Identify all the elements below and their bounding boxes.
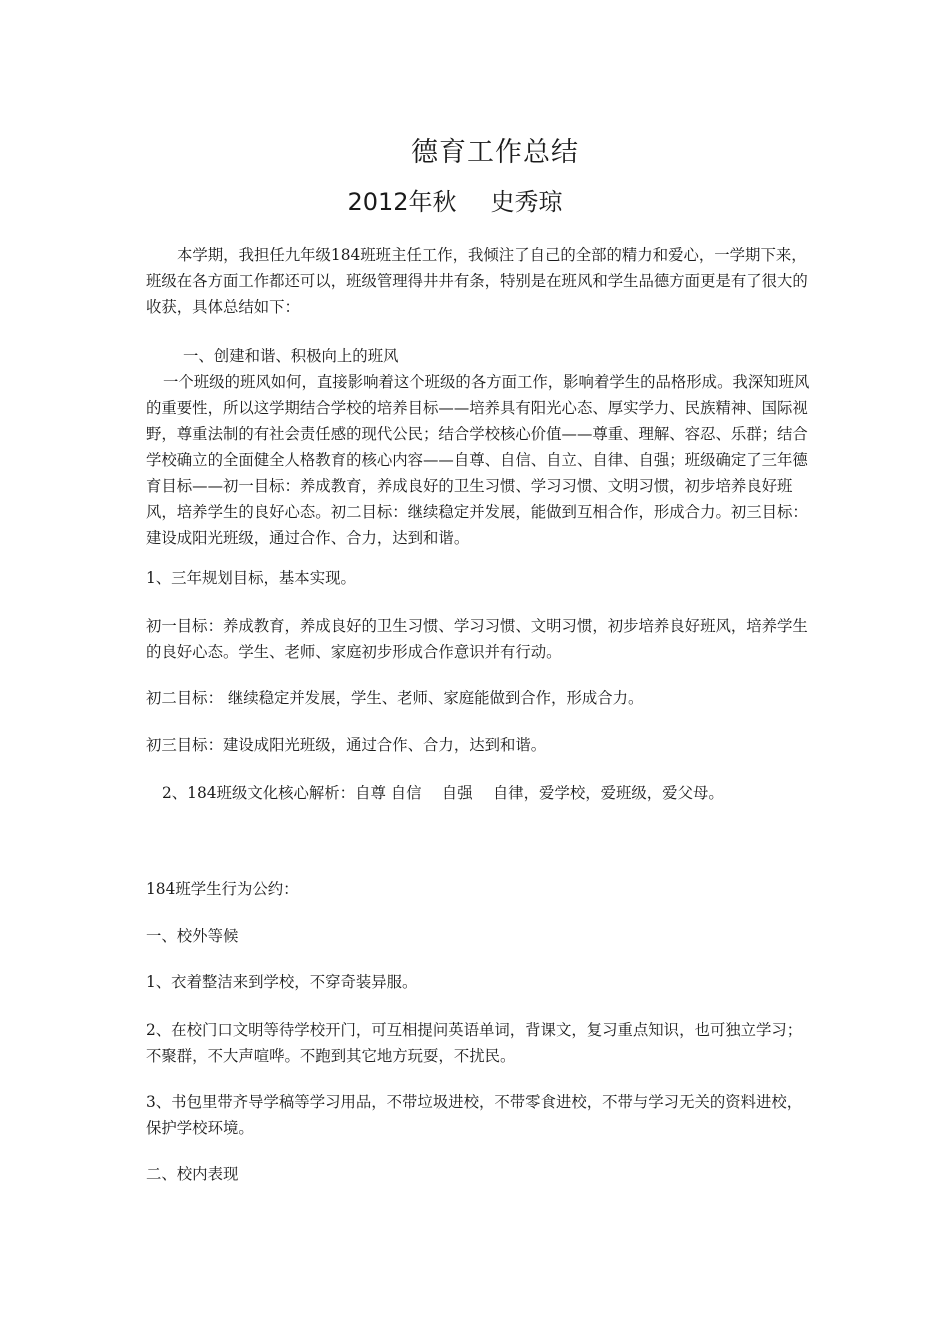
section-inside-school: 二、校内表现 xyxy=(146,1165,239,1183)
culture-core-item: 2、184班级文化核心解析：自尊 自信 自强 自律，爱学校，爱班级，爱父母。 xyxy=(162,784,724,802)
grade9-goal: 初三目标：建设成阳光班级，通过合作、合力，达到和谐。 xyxy=(146,736,547,754)
rule-2: 2、在校门口文明等待学校开门，可互相提问英语单词，背课文，复习重点知识，也可独立学习；不聚群，不大声喧哗。不跑到其它地方玩耍，不扰民。 xyxy=(146,1021,803,1065)
document-subtitle xyxy=(0,182,950,217)
intro-paragraph: 本学期，我担任九年级184班班主任工作，我倾注了自己的全部的精力和爱心，一学期下来，班级在各方面工作都还可以，班级管理得井井有条，特别是在班风和学生品德方面更是有了很大的收获，具体总结如下： xyxy=(146,246,808,316)
subtitle-season: 年秋 xyxy=(408,188,457,216)
grade8-goal: 初二目标： 继续稳定并发展，学生、老师、家庭能做到合作，形成合力。 xyxy=(146,689,644,707)
grade7-goal: 初一目标：养成教育，养成良好的卫生习惯、学习习惯、文明习惯，初步培养良好班风，培养学生的良好心态。学生、老师、家庭初步形成合作意识并有行动。 xyxy=(146,617,808,661)
class-spirit-paragraph: 一个班级的班风如何，直接影响着这个班级的各方面工作，影响着学生的品格形成。我深知班风的重要性，所以这学期结合学校的培养目标——培养具有阳光心态、厚实学力、民族精神、国际视野，尊重法制的有社会责任感的现代公民；结合学校核心价值——尊重、理解、容忍、乐群；结合学校确立的全面健全人格教育的核心内容——自尊、自信、自立、自律、自强；班级确定了三年德育目标——初一目标：养成教育，养成良好的卫生习惯、学习习惯、文明习惯，初步培养良好班风，培养学生的良好心态。初二目标：继续稳定并发展，能做到互相合作，形成合力。初三目标：建设成阳光班级，通过合作、合力，达到和谐。 xyxy=(146,373,810,547)
document-title: 德育工作总结 xyxy=(411,137,579,168)
subtitle-author: 史秀琼 xyxy=(490,188,563,216)
goal-item-1: 1、三年规划目标，基本实现。 xyxy=(146,569,356,587)
section-outside-school: 一、校外等候 xyxy=(146,927,239,945)
conduct-code-heading: 184班学生行为公约： xyxy=(146,880,299,898)
section-heading-1: 一、创建和谐、积极向上的班风 xyxy=(183,347,399,365)
rule-3: 3、书包里带齐导学稿等学习用品，不带垃圾进校，不带零食进校，不带与学习无关的资料进校，保护学校环境。 xyxy=(146,1093,803,1137)
rule-1: 1、衣着整洁来到学校，不穿奇装异服。 xyxy=(146,973,418,991)
subtitle-year: 2012 xyxy=(347,188,409,216)
